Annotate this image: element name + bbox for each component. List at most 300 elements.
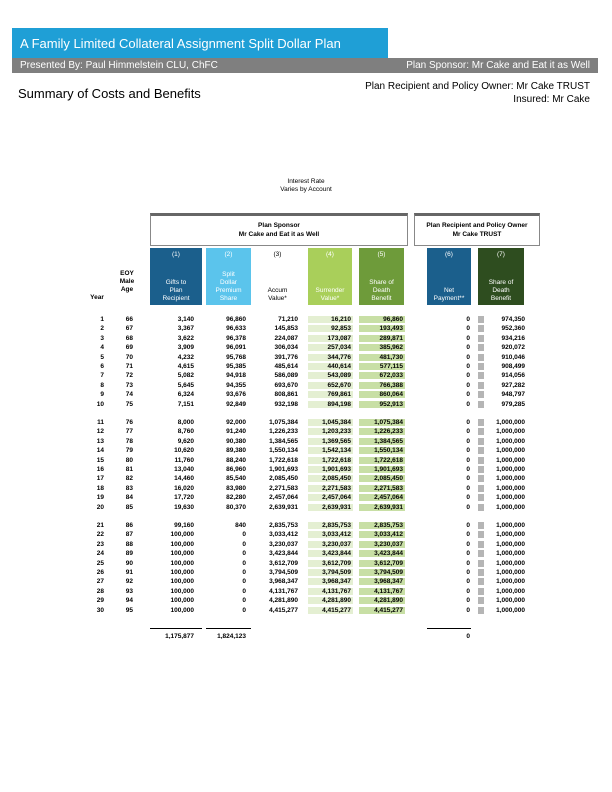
c1-cell: 17,720 xyxy=(174,494,194,502)
age-cell: 91 xyxy=(125,569,133,576)
title-bar xyxy=(12,28,388,58)
table-row xyxy=(0,371,612,380)
c6-cell: 0 xyxy=(466,550,470,558)
c5-cell: 2,835,753 xyxy=(374,522,403,529)
col-1-number: (1) xyxy=(172,251,180,258)
c4-cell: 543,089 xyxy=(327,372,351,380)
c6-cell: 0 xyxy=(466,587,470,595)
c1-cell: 99,160 xyxy=(174,522,194,529)
c6-cell: 0 xyxy=(466,316,470,323)
year-cell: 27 xyxy=(96,578,104,586)
table-row xyxy=(0,446,612,455)
year-header: Year xyxy=(90,294,104,301)
summary-title: Summary of Costs and Benefits xyxy=(18,86,201,101)
c5-cell: 1,550,134 xyxy=(374,447,403,455)
col-5-label-3: Benefit xyxy=(371,295,392,302)
table-row xyxy=(0,437,612,446)
year-cell: 2 xyxy=(100,325,104,333)
table-row xyxy=(0,530,612,539)
age-header xyxy=(112,270,142,294)
c4-cell: 4,415,277 xyxy=(322,606,351,614)
c3-cell: 693,670 xyxy=(274,381,298,389)
total-rule-col-2 xyxy=(206,628,251,629)
c6-cell: 0 xyxy=(466,447,470,455)
c4-cell: 2,271,583 xyxy=(322,484,351,492)
c1-cell: 8,000 xyxy=(177,419,194,426)
c7-cell: 1,000,000 xyxy=(496,569,525,576)
c2-cell: 0 xyxy=(242,587,246,595)
c6-cell: 0 xyxy=(466,428,470,436)
total-rule-col-6 xyxy=(427,628,471,629)
age-cell: 67 xyxy=(125,325,133,333)
c1-cell: 100,000 xyxy=(170,587,194,595)
c1-cell: 6,324 xyxy=(177,391,194,399)
c1-cell: 3,622 xyxy=(177,334,194,342)
c1-cell: 16,020 xyxy=(174,484,194,492)
c7-cell: 948,797 xyxy=(501,391,525,399)
year-cell: 8 xyxy=(100,381,104,389)
c3-cell: 306,034 xyxy=(274,344,298,352)
c7-cell: 979,285 xyxy=(501,400,525,408)
c3-cell: 3,423,844 xyxy=(269,550,298,558)
c7-cell: 974,350 xyxy=(501,316,525,323)
col-2-label-4: Share xyxy=(219,295,238,302)
age-cell: 69 xyxy=(125,344,133,352)
c6-cell: 0 xyxy=(466,400,470,408)
c2-cell: 92,000 xyxy=(226,419,246,426)
c2-cell: 96,378 xyxy=(226,334,246,342)
year-cell: 10 xyxy=(96,400,104,408)
age-cell: 90 xyxy=(125,559,133,567)
col-7-label-3: Benefit xyxy=(490,295,512,302)
col-7-label-1: Share of xyxy=(488,279,514,286)
c2-cell: 94,918 xyxy=(226,372,246,380)
c6-cell: 0 xyxy=(466,597,470,605)
c3-cell: 2,271,583 xyxy=(269,484,298,492)
c1-cell: 5,645 xyxy=(177,381,194,389)
age-cell: 95 xyxy=(125,606,133,614)
year-cell: 3 xyxy=(100,334,104,342)
year-cell: 12 xyxy=(96,428,104,436)
c4-cell: 1,722,618 xyxy=(322,456,351,464)
subtitle-bar xyxy=(12,58,598,73)
interest-rate-note xyxy=(0,178,612,194)
c7-cell: 1,000,000 xyxy=(496,578,525,586)
age-cell: 83 xyxy=(125,484,133,492)
c6-cell: 0 xyxy=(466,363,470,370)
year-cell: 20 xyxy=(96,503,104,511)
c1-cell: 100,000 xyxy=(170,597,194,605)
year-cell: 25 xyxy=(96,559,104,567)
col-2-label-2: Dollar xyxy=(220,279,237,286)
c1-cell: 100,000 xyxy=(170,550,194,558)
col-4-number: (4) xyxy=(326,251,334,258)
c5-cell: 952,913 xyxy=(379,400,403,408)
c4-cell: 257,034 xyxy=(327,344,351,352)
col-6-label-1: Net xyxy=(443,287,455,294)
year-cell: 23 xyxy=(96,540,104,548)
year-cell: 5 xyxy=(100,353,104,361)
c5-cell: 4,415,277 xyxy=(374,606,403,614)
col-3-header xyxy=(255,248,300,305)
c5-cell: 2,457,064 xyxy=(374,494,403,502)
c3-cell: 391,776 xyxy=(274,353,298,361)
col-5-header xyxy=(359,248,404,305)
c3-cell: 932,198 xyxy=(274,400,298,408)
year-cell: 7 xyxy=(100,372,104,380)
c5-cell: 672,033 xyxy=(379,372,403,380)
c7-cell: 1,000,000 xyxy=(496,540,525,548)
year-cell: 11 xyxy=(97,419,104,426)
c3-cell: 4,131,767 xyxy=(269,587,298,595)
col-7-header xyxy=(478,248,524,305)
c1-cell: 100,000 xyxy=(170,578,194,586)
c2-cell: 95,768 xyxy=(226,353,246,361)
table-row xyxy=(0,418,612,427)
year-cell: 18 xyxy=(96,484,104,492)
age-cell: 93 xyxy=(125,587,133,595)
table-row xyxy=(0,400,612,409)
age-cell: 81 xyxy=(125,466,133,473)
c2-cell: 85,540 xyxy=(226,475,246,483)
year-cell: 6 xyxy=(100,363,104,370)
year-cell: 4 xyxy=(100,344,104,352)
c4-cell: 1,901,693 xyxy=(322,466,351,473)
c4-cell: 344,776 xyxy=(327,353,351,361)
col-2-label-3: Premium xyxy=(215,287,242,294)
c5-cell: 193,493 xyxy=(379,325,403,333)
eoy-label: EOY xyxy=(120,270,134,277)
c2-cell: 93,676 xyxy=(226,391,246,399)
age-cell: 78 xyxy=(125,437,133,445)
c3-cell: 1,226,233 xyxy=(269,428,298,436)
c6-cell: 0 xyxy=(466,419,470,426)
c4-cell: 769,861 xyxy=(327,391,351,399)
c1-cell: 19,630 xyxy=(174,503,194,511)
c1-cell: 3,909 xyxy=(177,344,194,352)
c1-cell: 8,760 xyxy=(177,428,194,436)
c6-cell: 0 xyxy=(466,372,470,380)
year-cell: 16 xyxy=(96,466,104,473)
c1-cell: 100,000 xyxy=(170,559,194,567)
year-cell: 26 xyxy=(96,569,104,576)
c7-cell: 1,000,000 xyxy=(496,484,525,492)
c3-cell: 485,614 xyxy=(274,363,298,370)
c6-cell: 0 xyxy=(466,606,470,614)
c3-cell: 4,281,890 xyxy=(269,597,298,605)
c6-cell: 0 xyxy=(466,381,470,389)
c3-cell: 224,087 xyxy=(274,334,298,342)
age-label: Age xyxy=(120,286,134,293)
age-cell: 80 xyxy=(125,456,133,464)
c5-cell: 3,794,509 xyxy=(374,569,403,576)
age-cell: 74 xyxy=(125,391,133,399)
c4-cell: 3,968,347 xyxy=(322,578,351,586)
age-cell: 92 xyxy=(125,578,133,586)
c6-cell: 0 xyxy=(466,325,470,333)
age-cell: 82 xyxy=(125,475,133,483)
interest-line-1: Interest Rate xyxy=(287,178,325,185)
c3-cell: 1,901,693 xyxy=(269,466,298,473)
interest-line-2: Varies by Account xyxy=(280,186,332,193)
c2-cell: 82,280 xyxy=(226,494,246,502)
age-cell: 70 xyxy=(125,353,133,361)
c5-cell: 3,612,709 xyxy=(374,559,403,567)
c7-cell: 908,499 xyxy=(501,363,525,370)
c1-cell: 14,460 xyxy=(174,475,194,483)
year-cell: 15 xyxy=(96,456,104,464)
col-1-label-3: Recipient xyxy=(162,295,190,302)
plan-title: A Family Limited Collateral Assignment Split Dollar Plan xyxy=(20,36,341,51)
c7-cell: 920,072 xyxy=(501,344,525,352)
year-cell: 13 xyxy=(96,437,104,445)
c7-cell: 1,000,000 xyxy=(496,475,525,483)
c1-cell: 3,140 xyxy=(177,316,194,323)
c4-cell: 2,835,753 xyxy=(322,522,351,529)
age-cell: 86 xyxy=(125,522,133,529)
col-1-header xyxy=(150,248,202,305)
plan-sponsor-group-header xyxy=(150,213,408,246)
c2-cell: 90,380 xyxy=(226,437,246,445)
presented-by: Presented By: Paul Himmelstein CLU, ChFC xyxy=(20,60,218,71)
c5-cell: 481,730 xyxy=(379,353,403,361)
c2-cell: 88,240 xyxy=(226,456,246,464)
c1-cell: 100,000 xyxy=(170,606,194,614)
c2-cell: 91,240 xyxy=(226,428,246,436)
c6-cell: 0 xyxy=(466,578,470,586)
c3-cell: 2,639,931 xyxy=(269,503,298,511)
c4-cell: 3,033,412 xyxy=(322,531,351,539)
c6-cell: 0 xyxy=(466,522,470,529)
year-cell: 21 xyxy=(96,522,104,529)
year-cell: 24 xyxy=(96,550,104,558)
c2-cell: 96,860 xyxy=(226,316,246,323)
recipient-block xyxy=(365,80,590,106)
c2-cell: 840 xyxy=(235,522,246,529)
age-cell: 72 xyxy=(125,372,133,380)
c5-cell: 4,131,767 xyxy=(374,587,403,595)
c7-cell: 1,000,000 xyxy=(496,419,525,426)
c4-cell: 4,131,767 xyxy=(322,587,351,595)
c3-cell: 3,230,037 xyxy=(269,540,298,548)
table-row xyxy=(0,596,612,605)
c7-cell: 952,360 xyxy=(501,325,525,333)
c7-cell: 1,000,000 xyxy=(496,597,525,605)
c2-cell: 0 xyxy=(242,540,246,548)
c4-cell: 1,542,134 xyxy=(322,447,351,455)
col-6-header xyxy=(427,248,471,305)
c7-cell: 1,000,000 xyxy=(496,559,525,567)
c5-cell: 3,423,844 xyxy=(374,550,403,558)
c5-cell: 860,064 xyxy=(379,391,403,399)
c7-cell: 1,000,000 xyxy=(496,428,525,436)
c7-cell: 1,000,000 xyxy=(496,447,525,455)
sponsor-group-line-1: Plan Sponsor xyxy=(258,222,300,229)
table-row xyxy=(0,568,612,577)
c5-cell: 1,226,233 xyxy=(374,428,403,436)
c6-cell: 0 xyxy=(466,334,470,342)
plan-sponsor-line: Plan Sponsor: Mr Cake and Eat it as Well xyxy=(406,60,590,71)
c1-cell: 5,082 xyxy=(177,372,194,380)
recipient-group-line-1: Plan Recipient and Policy Owner xyxy=(426,222,528,229)
c4-cell: 1,369,565 xyxy=(322,437,351,445)
c1-cell: 100,000 xyxy=(170,569,194,576)
c1-cell: 13,040 xyxy=(174,466,194,473)
c4-cell: 16,210 xyxy=(331,316,351,323)
c5-cell: 1,901,693 xyxy=(374,466,403,473)
age-cell: 88 xyxy=(125,540,133,548)
table-row xyxy=(0,324,612,333)
table-row xyxy=(0,343,612,352)
col-2-label-1: Split xyxy=(222,271,235,278)
col-4-label-1: Surrender xyxy=(315,287,345,294)
year-cell: 9 xyxy=(100,391,104,399)
c7-cell: 1,000,000 xyxy=(496,503,525,511)
c3-cell: 1,384,565 xyxy=(269,437,298,445)
year-cell: 28 xyxy=(96,587,104,595)
c1-cell: 100,000 xyxy=(170,540,194,548)
table-row xyxy=(0,456,612,465)
c2-cell: 0 xyxy=(242,606,246,614)
c5-cell: 2,085,450 xyxy=(374,475,403,483)
col-3-label-1: Accum xyxy=(267,287,288,294)
c2-cell: 96,633 xyxy=(226,325,246,333)
c4-cell: 3,794,509 xyxy=(322,569,351,576)
table-row xyxy=(0,559,612,568)
age-cell: 73 xyxy=(125,381,133,389)
table-row xyxy=(0,474,612,483)
col-1-label-1: Gifts to xyxy=(165,279,187,286)
table-row xyxy=(0,587,612,596)
c1-cell: 9,620 xyxy=(177,437,194,445)
year-cell: 1 xyxy=(100,316,104,323)
c7-cell: 1,000,000 xyxy=(496,466,525,473)
c6-cell: 0 xyxy=(466,484,470,492)
year-cell: 17 xyxy=(96,475,104,483)
table-row xyxy=(0,465,612,474)
col-6-number: (6) xyxy=(445,251,453,258)
c5-cell: 2,271,583 xyxy=(374,484,403,492)
c6-cell: 0 xyxy=(466,344,470,352)
c4-cell: 2,639,931 xyxy=(322,503,351,511)
c3-cell: 1,075,384 xyxy=(269,419,298,426)
c1-cell: 7,151 xyxy=(177,400,194,408)
c3-cell: 4,415,277 xyxy=(269,606,298,614)
male-label: Male xyxy=(119,278,135,285)
c5-cell: 2,639,931 xyxy=(374,503,403,511)
table-row xyxy=(0,540,612,549)
c7-cell: 1,000,000 xyxy=(496,550,525,558)
c4-cell: 2,457,064 xyxy=(322,494,351,502)
c7-cell: 1,000,000 xyxy=(496,494,525,502)
c4-cell: 3,612,709 xyxy=(322,559,351,567)
plan-recipient-group-header xyxy=(414,213,540,246)
c6-cell: 0 xyxy=(466,569,470,576)
c5-cell: 3,230,037 xyxy=(374,540,403,548)
col-4-header xyxy=(308,248,352,305)
c7-cell: 1,000,000 xyxy=(496,587,525,595)
c2-cell: 89,380 xyxy=(226,447,246,455)
c2-cell: 0 xyxy=(242,550,246,558)
c3-cell: 145,853 xyxy=(274,325,298,333)
c5-cell: 289,871 xyxy=(379,334,403,342)
c3-cell: 3,968,347 xyxy=(269,578,298,586)
c7-cell: 1,000,000 xyxy=(496,531,525,539)
c4-cell: 440,614 xyxy=(327,363,351,370)
age-cell: 84 xyxy=(125,494,133,502)
c1-cell: 4,615 xyxy=(177,363,194,370)
c4-cell: 1,203,233 xyxy=(322,428,351,436)
c4-cell: 3,230,037 xyxy=(322,540,351,548)
total-col-6: 0 xyxy=(466,633,470,640)
col-3-label-2: Value* xyxy=(268,295,287,302)
c5-cell: 577,115 xyxy=(379,363,403,370)
c6-cell: 0 xyxy=(466,456,470,464)
age-cell: 89 xyxy=(125,550,133,558)
col-6-label-2: Payment** xyxy=(433,295,465,302)
c4-cell: 1,045,384 xyxy=(322,419,351,426)
age-cell: 68 xyxy=(125,334,133,342)
c2-cell: 92,849 xyxy=(226,400,246,408)
c5-cell: 1,722,618 xyxy=(374,456,403,464)
col-7-label-2: Death xyxy=(492,287,510,294)
year-cell: 29 xyxy=(96,597,104,605)
table-row xyxy=(0,353,612,362)
c4-cell: 4,281,890 xyxy=(322,597,351,605)
c2-cell: 94,355 xyxy=(226,381,246,389)
c3-cell: 808,861 xyxy=(274,391,298,399)
col-2-number: (2) xyxy=(224,251,233,258)
c2-cell: 0 xyxy=(242,597,246,605)
table-row xyxy=(0,493,612,502)
col-2-header xyxy=(206,248,251,305)
c4-cell: 2,085,450 xyxy=(322,475,351,483)
col-5-label-2: Death xyxy=(372,287,391,294)
sponsor-group-line-2: Mr Cake and Eat it as Well xyxy=(238,231,320,238)
year-cell: 22 xyxy=(96,531,104,539)
total-rule-col-1 xyxy=(150,628,202,629)
c2-cell: 0 xyxy=(242,578,246,586)
year-cell: 30 xyxy=(96,606,104,614)
table-row xyxy=(0,315,612,324)
table-row xyxy=(0,606,612,615)
c7-cell: 1,000,000 xyxy=(496,456,525,464)
table-row xyxy=(0,390,612,399)
c7-cell: 1,000,000 xyxy=(496,437,525,445)
col-5-number: (5) xyxy=(377,251,386,258)
c5-cell: 3,033,412 xyxy=(374,531,403,539)
c5-cell: 1,384,565 xyxy=(374,437,403,445)
recipient-line: Plan Recipient and Policy Owner: Mr Cake TRUST xyxy=(365,81,590,92)
c1-cell: 4,232 xyxy=(177,353,194,361)
table-row xyxy=(0,577,612,586)
c7-cell: 1,000,000 xyxy=(496,606,525,614)
c6-cell: 0 xyxy=(466,466,470,473)
table-row xyxy=(0,427,612,436)
age-cell: 76 xyxy=(125,419,133,426)
c1-cell: 11,760 xyxy=(174,456,194,464)
c1-cell: 10,620 xyxy=(174,447,194,455)
c6-cell: 0 xyxy=(466,494,470,502)
c4-cell: 652,670 xyxy=(327,381,351,389)
col-1-label-2: Plan xyxy=(169,287,183,294)
insured-line: Insured: Mr Cake xyxy=(513,94,590,105)
c6-cell: 0 xyxy=(466,540,470,548)
total-col-1: 1,175,877 xyxy=(165,633,194,640)
c2-cell: 0 xyxy=(242,559,246,567)
c7-cell: 910,046 xyxy=(501,353,525,361)
col-5-label-1: Share of xyxy=(369,279,394,286)
